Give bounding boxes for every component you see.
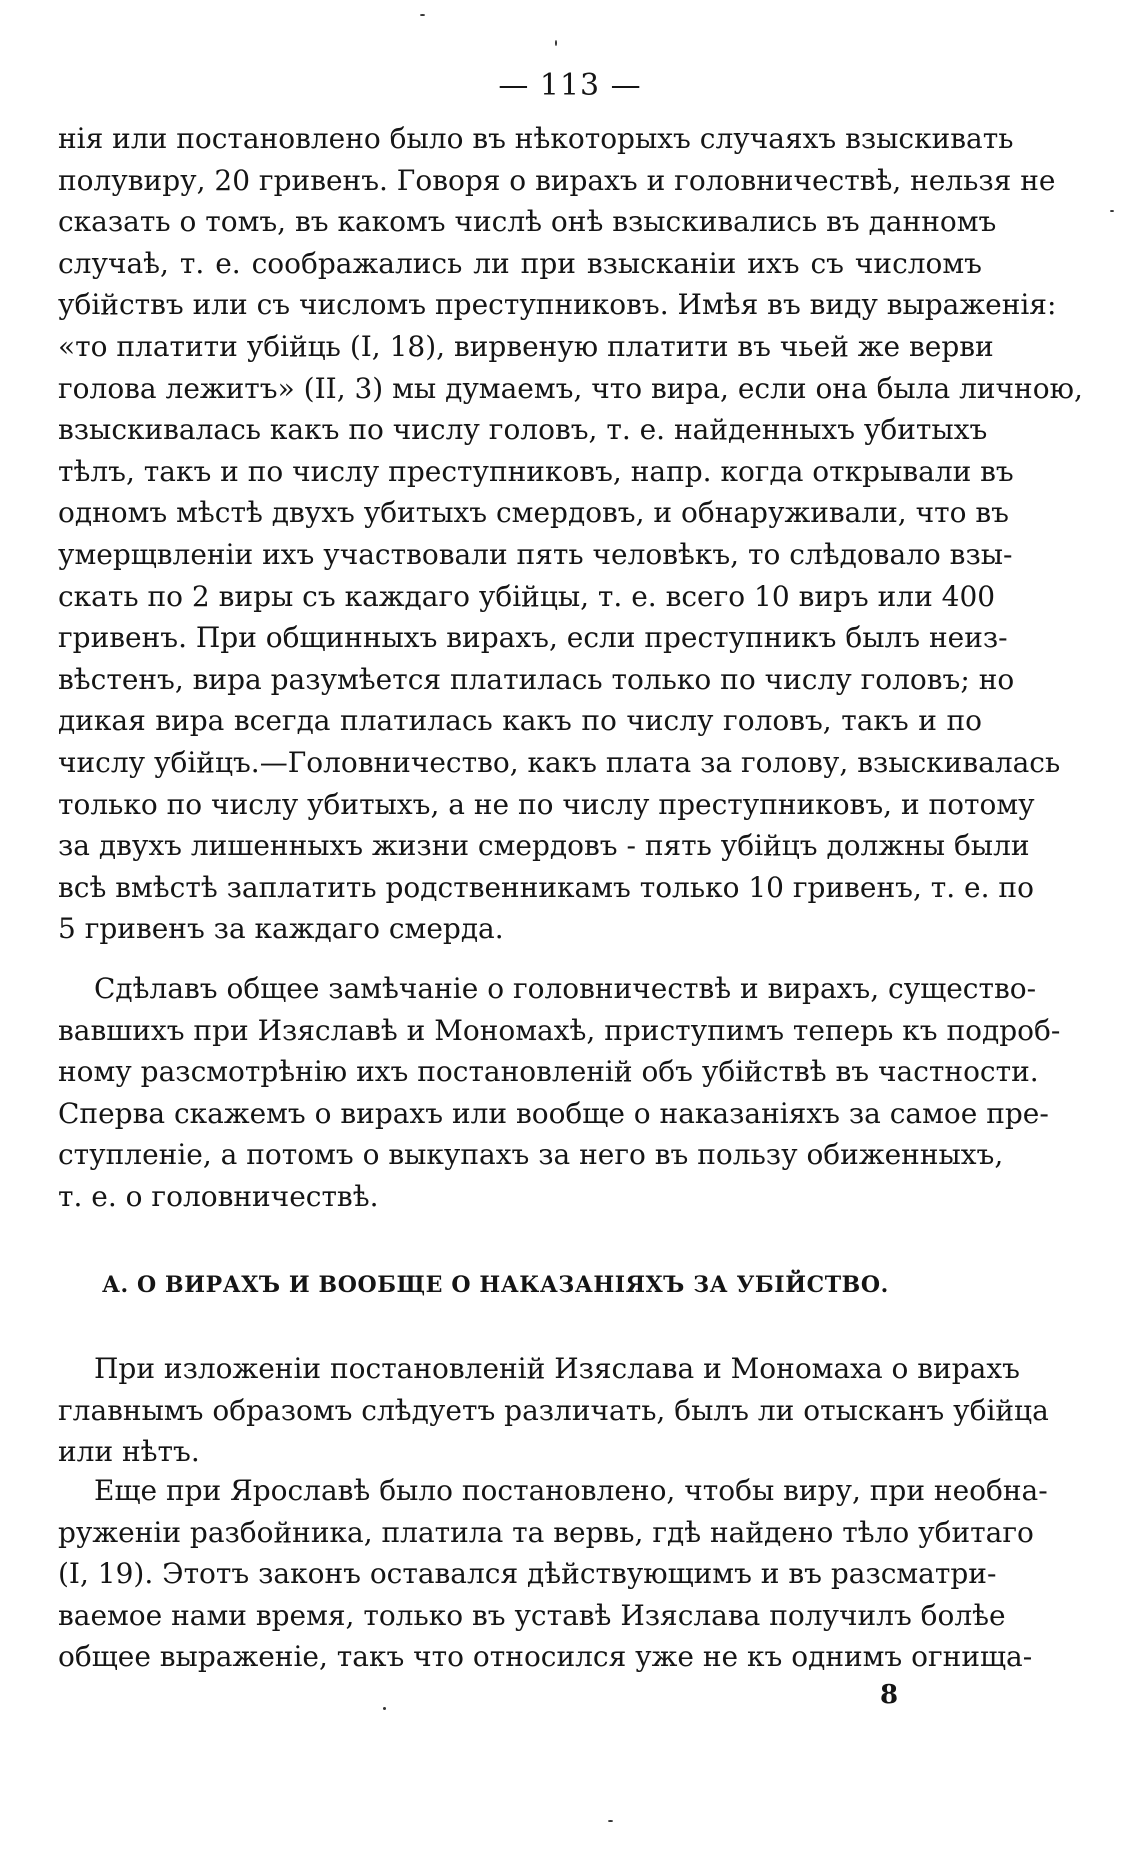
text-line: ступленіе, а потомъ о выкупахъ за него въ пользу обиженныхъ, (58, 1138, 1004, 1172)
text-line: ваемое нами время, только въ уставѣ Изяслава получилъ болѣе (58, 1598, 1006, 1632)
page-number: — 113 — (498, 68, 642, 103)
text-line: случаѣ, т. е. соображались ли при взысканіи ихъ съ числомъ (58, 246, 982, 280)
text-line: дикая вира всегда платилась какъ по числу головъ, такъ и по (58, 704, 982, 738)
text-line: скать по 2 виры съ каждаго убійцы, т. е. всего 10 виръ или 400 (58, 579, 996, 613)
paragraph-1 (58, 118, 1083, 950)
scan-speck (608, 1820, 613, 1822)
text-line: взыскивалась какъ по числу головъ, т. е. найденныхъ убитыхъ (58, 413, 988, 447)
text-line: Еще при Ярославѣ было постановлено, чтобы виру, при необна- (94, 1474, 1048, 1507)
text-line: т. е. о головничествѣ. (58, 1179, 379, 1213)
text-line: всѣ вмѣстѣ заплатить родственникамъ только 10 гривенъ, т. е. по (58, 870, 1034, 904)
text-line: полувиру, 20 гривенъ. Говоря о вирахъ и головничествѣ, нельзя не (58, 163, 1056, 197)
text-line: сказать о томъ, въ какомъ числѣ онѣ взыскивались въ данномъ (58, 205, 997, 239)
text-line: Сдѣлавъ общее замѣчаніе о головничествѣ и вирахъ, существо- (94, 972, 1037, 1005)
text-line: только по числу убитыхъ, а не по числу преступниковъ, и потому (58, 787, 1035, 821)
text-line: ному разсмотрѣнію ихъ постановленій объ убійствѣ въ частности. (58, 1055, 1039, 1089)
text-line: голова лежитъ» (II, 3) мы думаемъ, что вира, если она была личною, (58, 371, 1083, 405)
paragraph-3 (58, 1348, 1049, 1473)
scan-speck (1110, 210, 1114, 212)
text-line: гривенъ. При общинныхъ вирахъ, если преступникъ былъ неиз- (58, 621, 1008, 655)
text-line: главнымъ образомъ слѣдуетъ различать, былъ ли отысканъ убійца (58, 1393, 1049, 1427)
text-line: числу убійцъ.—Головничество, какъ плата за голову, взыскивалась (58, 745, 1061, 779)
section-heading: А. О ВИРАХЪ И ВООБЩЕ О НАКАЗАНІЯХЪ ЗА УБІЙСТВО. (102, 1272, 889, 1298)
text-line: общее выраженіе, такъ что относился уже не къ однимъ огнища- (58, 1640, 1033, 1674)
text-line: за двухъ лишенныхъ жизни смердовъ - пять убійцъ должны были (58, 829, 1030, 863)
text-line: убійствъ или съ числомъ преступниковъ. Имѣя въ виду выраженія: (58, 288, 1057, 322)
text-line: нія или постановлено было въ нѣкоторыхъ случаяхъ взыскивать (58, 122, 1014, 155)
paragraph-2 (58, 968, 1061, 1218)
text-line: руженіи разбойника, платила та вервь, гдѣ найдено тѣло убитаго (58, 1515, 1034, 1549)
text-line: или нѣтъ. (58, 1435, 200, 1469)
scan-speck (420, 14, 425, 16)
text-line: вавшихъ при Изяславѣ и Мономахѣ, приступимъ теперь къ подроб- (58, 1013, 1061, 1047)
text-line: вѣстенъ, вира разумѣется платилась только по числу головъ; но (58, 662, 1015, 696)
text-line: (I, 19). Этотъ законъ оставался дѣйствующимъ и въ разсматри- (58, 1557, 997, 1591)
text-line: Сперва скажемъ о вирахъ или вообще о наказаніяхъ за самое пре- (58, 1096, 1049, 1130)
scan-speck (555, 40, 557, 46)
text-line: «то платити убійць (I, 18), вирвеную платити въ чьей же верви (58, 329, 994, 363)
text-line: тѣлъ, такъ и по числу преступниковъ, напр. когда открывали въ (58, 454, 1014, 488)
text-line: умерщвленіи ихъ участвовали пять человѣкъ, то слѣдовало взы- (58, 537, 1013, 571)
text-line: При изложеніи постановленій Изяслава и Мономаха о вирахъ (94, 1352, 1020, 1385)
paragraph-4 (58, 1470, 1048, 1678)
signature-mark: 8 (880, 1680, 899, 1710)
text-line: 5 гривенъ за каждаго смерда. (58, 912, 504, 946)
text-line: одномъ мѣстѣ двухъ убитыхъ смердовъ, и обнаруживали, что въ (58, 496, 1009, 530)
scan-speck (383, 1707, 386, 1710)
